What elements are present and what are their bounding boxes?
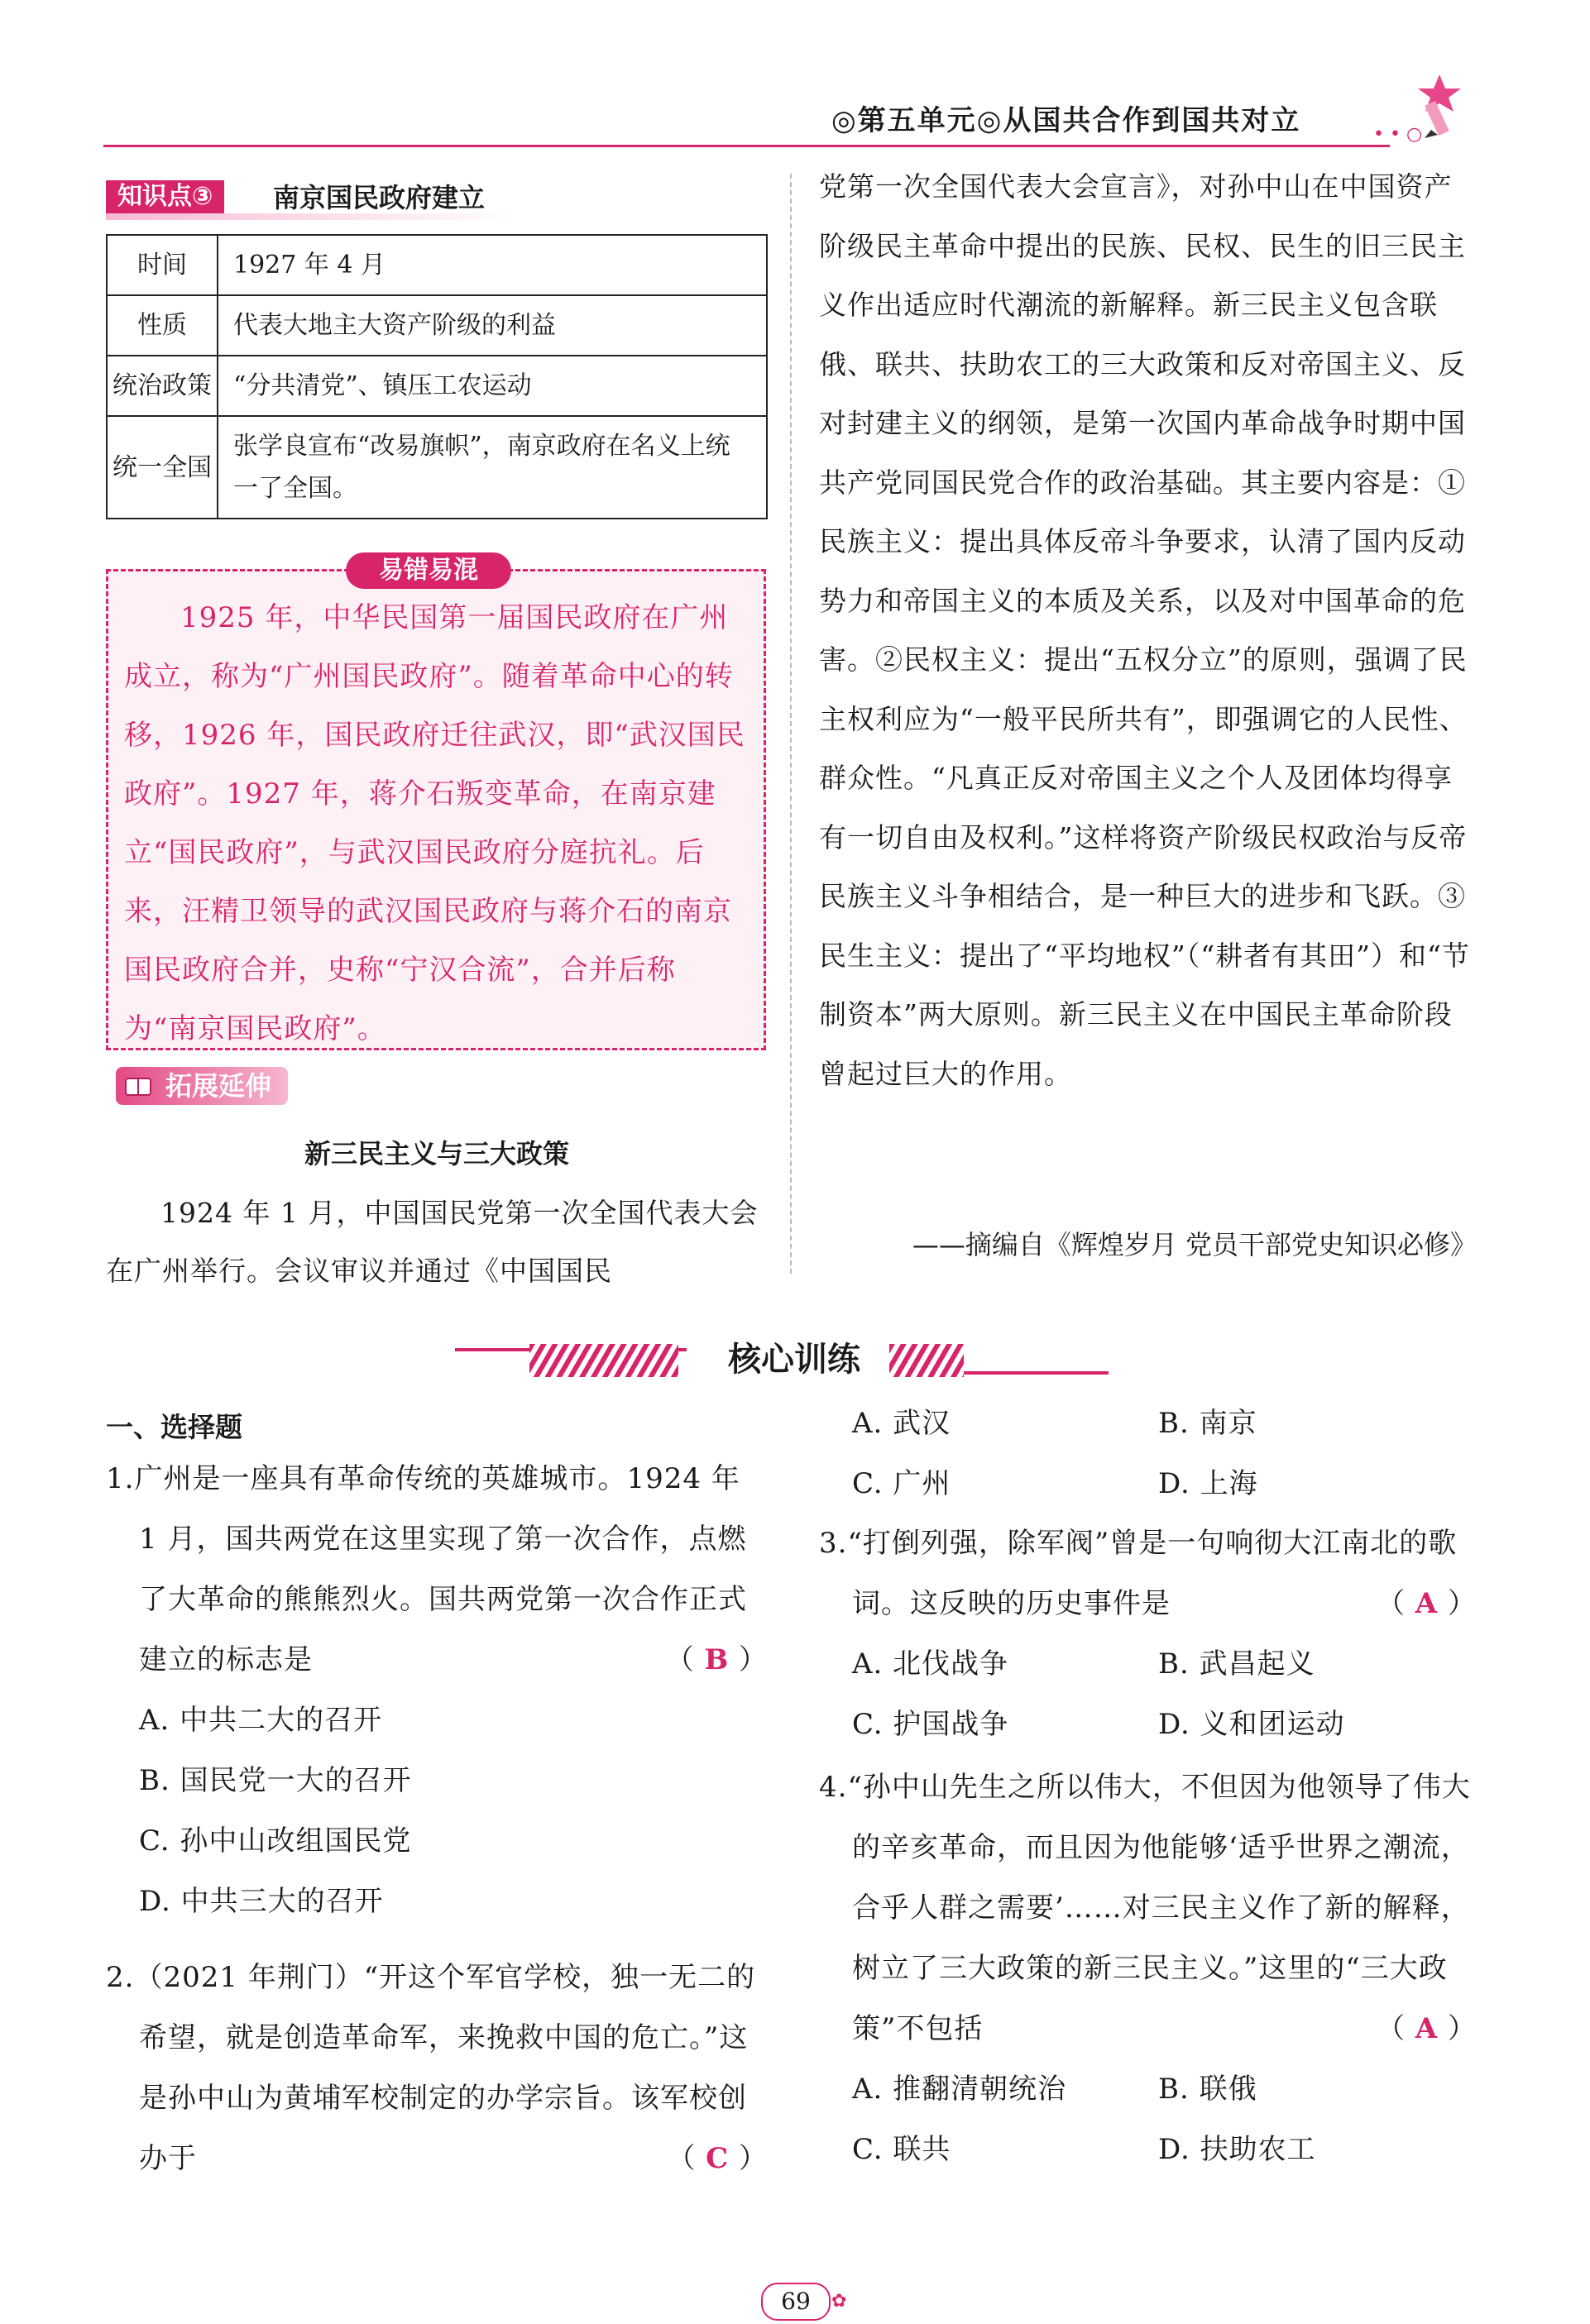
table-head: 统一全国 — [107, 416, 218, 519]
question-2-options — [819, 1394, 1477, 1514]
extension-text-left: 1924 年 1 月，中国国民党第一次全国代表大会在广州举行。会议审议并通过《中国国民 — [106, 1197, 759, 1287]
option: D. 上海 — [1158, 1467, 1258, 1500]
table-row — [107, 235, 767, 295]
knowledge-table — [106, 234, 768, 519]
core-training-title: 核心训练 — [728, 1341, 860, 1379]
extension-text-right: 党第一次全国代表大会宣言》，对孙中山在中国资产阶级民主革命中提出的民族、民权、民生的旧三民主义作出适应时代潮流的新解释。新三民主义包含联俄、联共、扶助农工的三大政策和反对帝国主义、反对封建主义的纲领，是第一次国内革命战争时期中国共产党同国民党合作的政治基础。其主要内容是：①民族主义：提出具体反帝斗争要求，认清了国内反动势力和帝国主义的本质及关系，以及对中国革命的危害。②民权主义：提出“五权分立”的原则，强调了民主权利应为“一般平民所共有”，即强调它的人民性、群众性。“凡真正反对帝国主义之个人及团体均得享有一切自由及权利。”这样将资产阶级民权政治与反帝民族主义斗争相结合，是一种巨大的进步和飞跃。③民生主义：提出了“平均地权”（“耕者有其田”）和“节制资本”两大原则。新三民主义在中国民主革命阶段曾起过巨大的作用。 — [819, 170, 1470, 1090]
option: C. 孙中山改组国民党 — [139, 1824, 412, 1858]
option: A. 北伐战争 — [852, 1647, 1009, 1681]
option: B. 国民党一大的召开 — [139, 1764, 412, 1797]
table-cell: 张学良宣布“改易旗帜”，南京政府在名义上统一了全国。 — [218, 416, 767, 519]
table-row — [107, 295, 767, 356]
extension-tag: 拓展延伸 — [116, 1067, 288, 1105]
table-head: 时间 — [107, 235, 218, 295]
column-divider — [790, 174, 792, 1274]
answer-mark: A — [1415, 1587, 1439, 1620]
question-4 — [819, 1757, 1477, 2180]
question-1 — [106, 1449, 768, 1932]
unit-header-title: ◎第五单元◎从国共合作到国共对立 — [831, 104, 1301, 137]
option: C. 护国战争 — [852, 1708, 1009, 1741]
table-head: 性质 — [107, 295, 218, 356]
answer-mark: A — [1415, 2012, 1439, 2045]
section-title: 一、选择题 — [106, 1411, 242, 1443]
table-cell: 1927 年 4 月 — [218, 235, 767, 295]
option: B. 武昌起义 — [1158, 1647, 1315, 1681]
option: B. 联俄 — [1158, 2073, 1257, 2106]
table-cell: 代表大地主大资产阶级的利益 — [218, 295, 767, 356]
answer-mark: B — [704, 1643, 730, 1676]
option: D. 中共三大的召开 — [139, 1885, 384, 1918]
option: A. 武汉 — [852, 1407, 951, 1440]
question-2 — [106, 1948, 768, 2189]
table-cell: “分共清党”、镇压工农运动 — [218, 356, 767, 416]
banner-stripes-left — [529, 1344, 678, 1377]
knowledge-point-badge: 知识点③ — [106, 180, 224, 213]
header-divider — [103, 145, 1390, 147]
pencil-star-icon — [1406, 70, 1468, 145]
option: D. 义和团运动 — [1158, 1708, 1345, 1741]
extension-source: ——摘编自《辉煌岁月 党员干部党史知识必修》 — [912, 1229, 1477, 1260]
error-note-badge: 易错易混 — [346, 552, 511, 589]
knowledge-point-title: 南京国民政府建立 — [273, 182, 486, 213]
extension-title: 新三民主义与三大政策 — [304, 1138, 569, 1169]
option: A. 中共二大的召开 — [139, 1704, 383, 1737]
question-stem: 1.广州是一座具有革命传统的英雄城市。1924 年 1 月，国共两党在这里实现了第一次合作，点燃了大革命的熊熊烈火。国共两党第一次合作正式建立的标志是 （ B ） — [106, 1462, 768, 1676]
option: B. 南京 — [1158, 1407, 1257, 1440]
header-ornament: • • ○ — [1373, 124, 1423, 145]
answer-mark: C — [706, 2142, 730, 2175]
option: C. 联共 — [852, 2133, 951, 2166]
page-number: 69 — [761, 2283, 831, 2321]
book-icon — [124, 1072, 154, 1100]
option: C. 广州 — [852, 1467, 951, 1500]
table-row — [107, 416, 767, 519]
table-row — [107, 356, 767, 416]
question-3 — [819, 1513, 1477, 1755]
question-stem: 2.（2021 年荆门）“开这个军官学校，独一无二的希望，就是创造革命军，来挽救中国的危亡。”这是孙中山为黄埔军校制定的办学宗旨。该军校创办于 （ C ） — [106, 1961, 768, 2175]
question-stem: 3.“打倒列强，除军阀”曾是一句响彻大江南北的歌词。这反映的历史事件是 （ A ） — [819, 1527, 1477, 1620]
error-note-text: 1925 年，中华民国第一届国民政府在广州成立，称为“广州国民政府”。随着革命中心的转移，1926 年，国民政府迁往武汉，即“武汉国民政府”。1927 年，蒋介石叛变革命，在南京建立“国民政府”，与武汉国民政府分庭抗礼。后来，汪精卫领导的武汉国民政府与蒋介石的南京国民政府合并，史称“宁汉合流”，合并后称为“南京国民政府”。 — [124, 601, 745, 1045]
table-head: 统治政策 — [107, 356, 218, 416]
option: A. 推翻清朝统治 — [852, 2073, 1067, 2106]
option: D. 扶助农工 — [1158, 2133, 1316, 2166]
page-number-ornament: ✿ — [831, 2291, 847, 2312]
question-stem: 4.“孙中山先生之所以伟大，不但因为他领导了伟大的辛亥革命，而且因为他能够‘适乎世界之潮流，合乎人群之需要’……对三民主义作了新的解释，树立了三大政策的新三民主义。”这里的“三大政策”不包括 （ A ） — [819, 1771, 1477, 2045]
